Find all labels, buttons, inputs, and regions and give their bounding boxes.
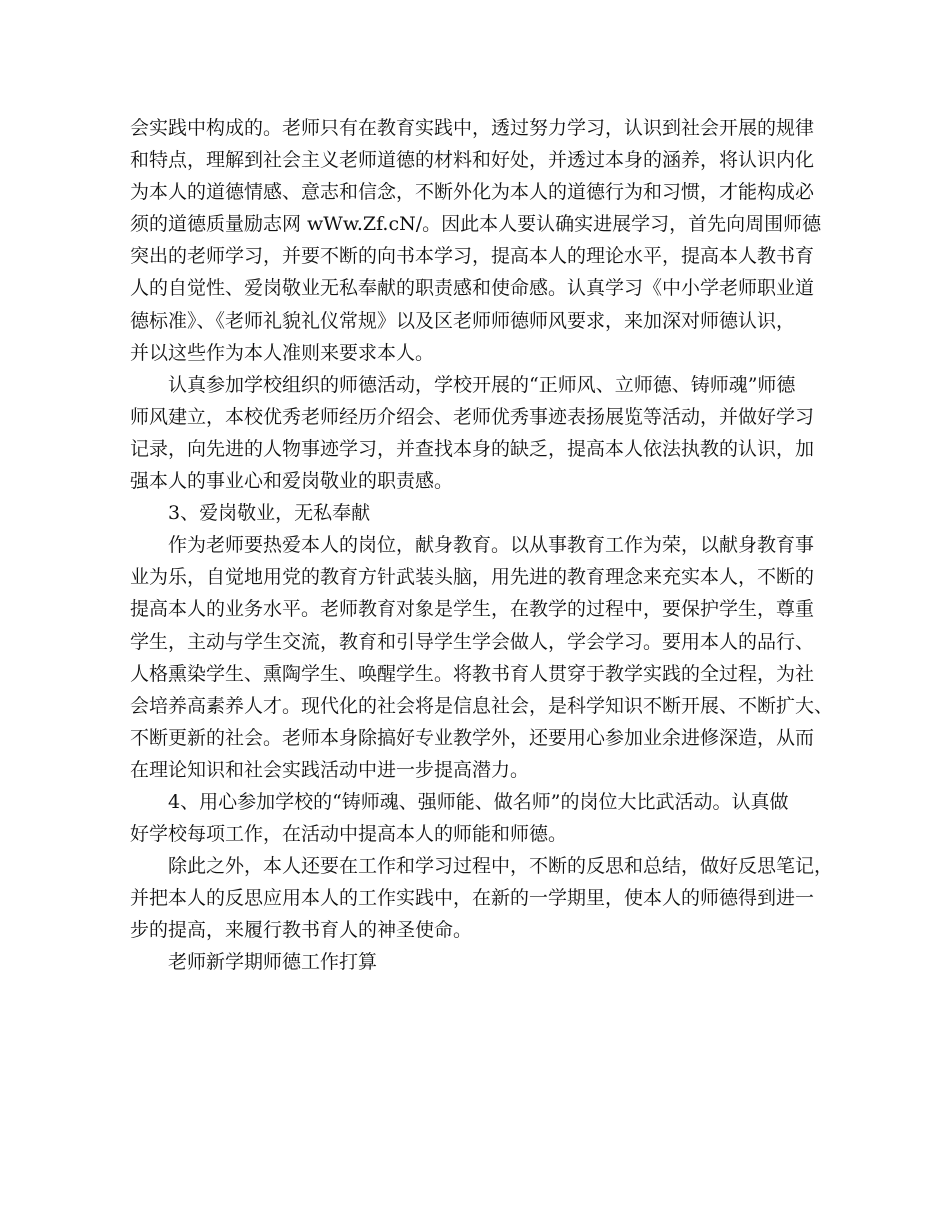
text-line: 记录，向先进的人物事迹学习，并查找本身的缺乏，提高本人依法执教的认识，加: [130, 437, 815, 460]
paragraph-start-line: 认真参加学校组织的师德活动，学校开展的“正师风、立师德、铸师魂”师德: [130, 373, 796, 396]
text-line: 并把本人的反思应用本人的工作实践中，在新的一学期里，使本人的师德得到进一: [130, 887, 815, 910]
text-line: 和特点，理解到社会主义老师道德的材料和好处，并透过本身的涵养，将认识内化: [130, 149, 815, 172]
paragraph-start-line: 作为老师要热爱本人的岗位，献身教育。以从事教育工作为荣，以献身教育事: [130, 534, 815, 557]
text-line: 突出的老师学习，并要不断的向书本学习，提高本人的理论水平，提高本人教书育: [130, 245, 815, 268]
text-line: 师风建立，本校优秀老师经历介绍会、老师优秀事迹表扬展览等活动，并做好学习: [130, 405, 815, 428]
text-line: 人的自觉性、爱岗敬业无私奉献的职责感和使命感。认真学习《中小学老师职业道: [130, 277, 815, 300]
text-line: 强本人的事业心和爱岗敬业的职责感。: [130, 470, 454, 493]
body-text: [130, 112, 834, 979]
text-line: 在理论知识和社会实践活动中进一步提高潜力。: [130, 758, 530, 781]
text-line: 业为乐，自觉地用党的教育方针武装头脑，用先进的教育理念来充实本人，不断的: [130, 566, 815, 589]
text-line: 不断更新的社会。老师本身除搞好专业教学外，还要用心参加业余进修深造，从而: [130, 726, 815, 749]
text-line: 会培养高素养人才。现代化的社会将是信息社会，是科学知识不断开展、不断扩大、: [130, 694, 834, 717]
text-line: 并以这些作为本人准则来要求本人。: [130, 341, 435, 364]
section-heading: 3、爱岗敬业，无私奉献: [130, 502, 371, 525]
text-line: 好学校每项工作，在活动中提高本人的师能和师德。: [130, 823, 568, 846]
text-line: 须的道德质量励志网 wWw.Zf.cN/。因此本人要认确实进展学习，首先向周围师德: [130, 213, 822, 236]
section-heading: 老师新学期师德工作打算: [130, 951, 378, 974]
text-line: 会实践中构成的。老师只有在教育实践中，透过努力学习，认识到社会开展的规律: [130, 117, 815, 139]
text-line: 学生，主动与学生交流，教育和引导学生学会做人，学会学习。要用本人的品行、: [130, 630, 815, 653]
text-line: 德标准》、《老师礼貌礼仪常规》以及区老师师德师风要求，来加深对师德认识，: [130, 309, 796, 332]
text-line: 人格熏染学生、熏陶学生、唤醒学生。将教书育人贯穿于教学实践的全过程，为社: [130, 662, 815, 685]
text-line: 提高本人的业务水平。老师教育对象是学生，在教学的过程中，要保护学生，尊重: [130, 598, 815, 621]
paragraph-start-line: 4、用心参加学校的“铸师魂、强师能、做名师”的岗位大比武活动。认真做: [130, 790, 789, 813]
paragraph-start-line: 除此之外，本人还要在工作和学习过程中，不断的反思和总结，做好反思笔记，: [130, 855, 834, 878]
text-line: 步的提高，来履行教书育人的神圣使命。: [130, 919, 473, 942]
text-line: 为本人的道德情感、意志和信念，不断外化为本人的道德行为和习惯，才能构成必: [130, 181, 815, 204]
